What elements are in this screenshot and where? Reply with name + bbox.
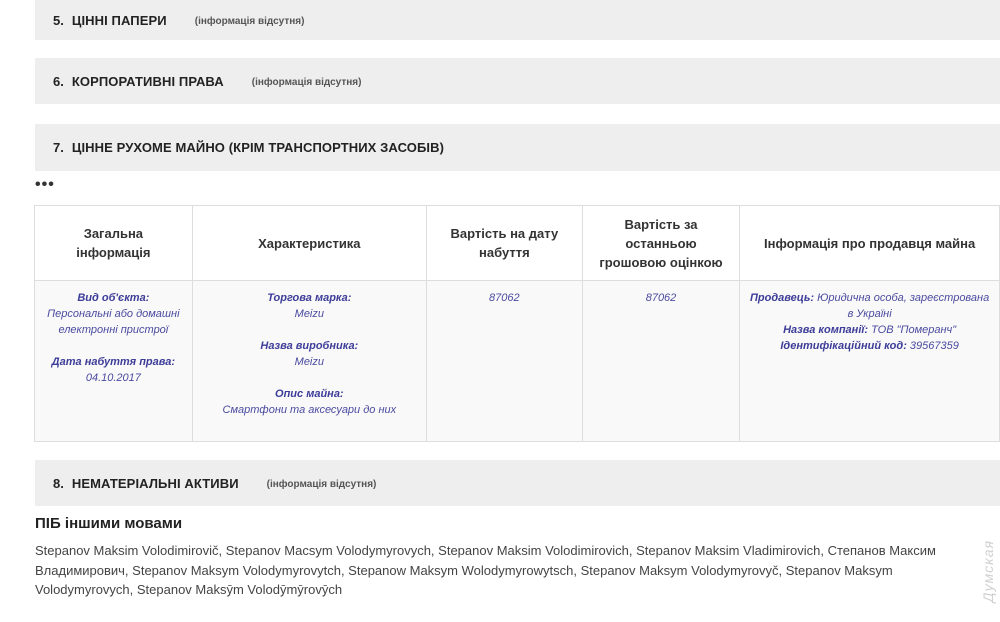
code-label: Ідентифікаційний код: [780, 340, 907, 352]
header-seller-info: Інформація про продавця майна [740, 206, 1000, 281]
seller-value: Юридична особа, зареєстрована в Україні [817, 292, 990, 320]
maker-value: Meizu [294, 356, 324, 368]
section-number: 6. [53, 73, 64, 89]
seller-label: Продавець: [749, 292, 815, 304]
section-note: (інформація відсутня) [251, 77, 362, 88]
table-header-row [35, 206, 1000, 281]
section-note: (інформація відсутня) [194, 16, 305, 27]
section-number: 8. [53, 475, 64, 491]
section-number: 7. [53, 140, 64, 155]
section-title: ЦІННЕ РУХОМЕ МАЙНО (КРІМ ТРАНСПОРТНИХ ЗАСОБІВ) [71, 140, 445, 155]
cell-cost-last [582, 281, 739, 442]
acquisition-date-value: 04.10.2017 [85, 372, 141, 384]
header-cost-last: Вартість за останньою грошовою оцінкою [582, 206, 739, 281]
cost-acquisition-value: 87062 [489, 292, 520, 304]
maker-label: Назва виробника: [260, 340, 359, 352]
watermark-logo: Думская [980, 540, 996, 603]
section-title: ЦІННІ ПАПЕРИ [71, 12, 167, 28]
brand-value: Meizu [294, 308, 324, 320]
more-ellipsis[interactable]: ••• [35, 176, 55, 193]
object-type-label: Вид об'єкта: [77, 292, 150, 304]
code-value: 39567359 [909, 340, 959, 352]
object-type-value: Персональні або домашні електронні пристрої [47, 308, 180, 336]
cell-general-info [35, 281, 193, 442]
table-row [35, 281, 1000, 442]
section-number: 5. [53, 12, 64, 28]
section-note: (інформація відсутня) [266, 479, 377, 490]
section-movable-property[interactable] [35, 124, 1000, 171]
description-label: Опис майна: [275, 388, 344, 400]
description-value: Смартфони та аксесуари до них [222, 404, 397, 416]
company-label: Назва компанії: [783, 324, 869, 336]
other-languages-name-title: ПІБ іншими мовами [35, 515, 183, 532]
section-corporate-rights[interactable] [35, 58, 1000, 104]
other-languages-name-text: Stepanov Maksim Volodimirovič, Stepanov Macsym Volodymyrovych, Stepanov Maksim Volodimirovich, Stepanov Maksim Vladimirovich, Степанов Максим Владимирович, Stepanov Maksym Volodymyrovytch, Stepanow Maksym Wolodymyrowytsch, Stepanov Maksym Volodymyrovyč, Stepanov Maksym Volodymyrovych, Stepanov Maksӯm Volodӯmӯrovӯch [35, 543, 936, 597]
cost-last-value: 87062 [645, 292, 677, 304]
section-title: КОРПОРАТИВНІ ПРАВА [71, 73, 224, 89]
brand-label: Торгова марка: [267, 292, 352, 304]
header-general-info: Загальна інформація [35, 206, 193, 281]
cell-seller-info [740, 281, 1000, 442]
section-intangible-assets[interactable] [35, 460, 1000, 506]
company-value: ТОВ "Померанч" [871, 324, 957, 336]
cell-characteristic [192, 281, 426, 442]
section-securities[interactable] [35, 0, 1000, 40]
cell-cost-acquisition [426, 281, 582, 442]
acquisition-date-label: Дата набуття права: [51, 356, 176, 368]
section-title: НЕМАТЕРІАЛЬНІ АКТИВИ [71, 475, 239, 491]
header-cost-acquisition: Вартість на дату набуття [426, 206, 582, 281]
header-characteristic: Характеристика [192, 206, 426, 281]
movable-property-table [34, 205, 1000, 442]
